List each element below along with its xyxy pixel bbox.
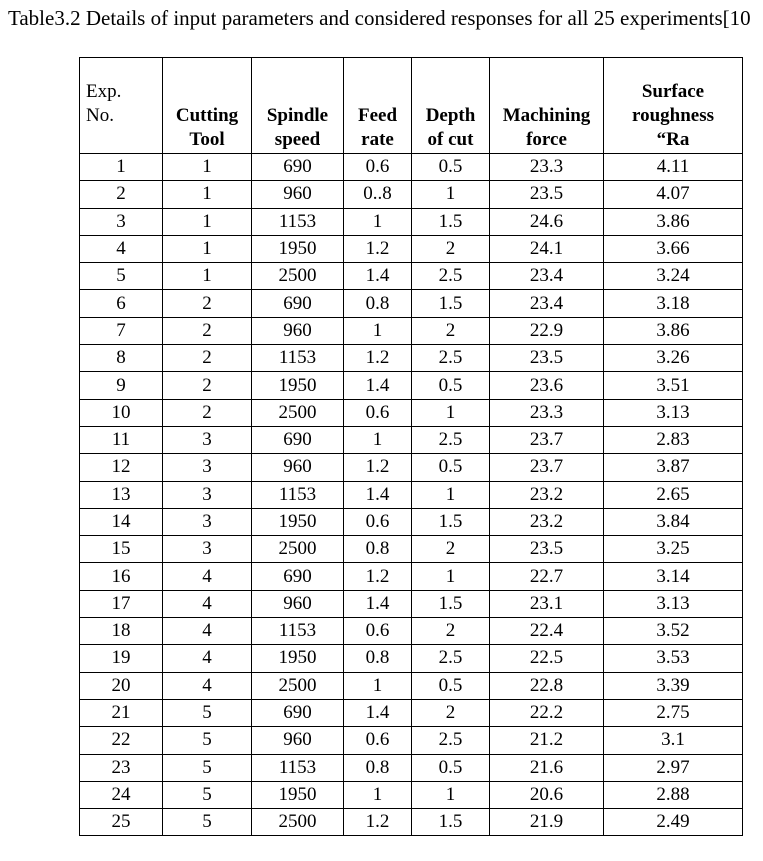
cell-machining-force: 23.3 — [490, 154, 604, 181]
cell-depth-of-cut: 2 — [412, 536, 490, 563]
cell-spindle-speed: 2500 — [252, 809, 344, 836]
cell-spindle-speed: 690 — [252, 699, 344, 726]
cell-depth-of-cut: 1.5 — [412, 208, 490, 235]
cell-exp-no: 18 — [80, 618, 163, 645]
cell-depth-of-cut: 2.5 — [412, 426, 490, 453]
cell-machining-force: 23.4 — [490, 263, 604, 290]
cell-depth-of-cut: 2.5 — [412, 345, 490, 372]
cell-cutting-tool: 4 — [163, 672, 252, 699]
cell-machining-force: 23.5 — [490, 181, 604, 208]
cell-machining-force: 23.7 — [490, 454, 604, 481]
cell-depth-of-cut: 2 — [412, 618, 490, 645]
cell-depth-of-cut: 2.5 — [412, 645, 490, 672]
cell-spindle-speed: 960 — [252, 317, 344, 344]
cell-feed-rate: 0.6 — [344, 727, 412, 754]
cell-depth-of-cut: 0.5 — [412, 154, 490, 181]
cell-exp-no: 6 — [80, 290, 163, 317]
cell-depth-of-cut: 0.5 — [412, 372, 490, 399]
cell-exp-no: 2 — [80, 181, 163, 208]
header-cutting-tool — [163, 58, 252, 154]
cell-exp-no: 8 — [80, 345, 163, 372]
table-row — [80, 590, 743, 617]
cell-cutting-tool: 3 — [163, 426, 252, 453]
experiments-table — [79, 57, 743, 836]
cell-surface-roughness: 4.07 — [604, 181, 743, 208]
cell-cutting-tool: 4 — [163, 645, 252, 672]
header-surface-roughness — [604, 58, 743, 154]
cell-exp-no: 21 — [80, 699, 163, 726]
cell-depth-of-cut: 2.5 — [412, 263, 490, 290]
table-row — [80, 235, 743, 262]
cell-machining-force: 23.3 — [490, 399, 604, 426]
cell-machining-force: 22.8 — [490, 672, 604, 699]
cell-depth-of-cut: 1 — [412, 563, 490, 590]
cell-machining-force: 22.4 — [490, 618, 604, 645]
cell-feed-rate: 1.4 — [344, 590, 412, 617]
cell-surface-roughness: 3.1 — [604, 727, 743, 754]
cell-feed-rate: 1.4 — [344, 372, 412, 399]
cell-machining-force: 22.2 — [490, 699, 604, 726]
header-surface-roughness-line2: roughness — [631, 105, 714, 126]
cell-cutting-tool: 5 — [163, 699, 252, 726]
cell-surface-roughness: 3.53 — [604, 645, 743, 672]
header-exp-no-line1: Exp. — [86, 81, 122, 102]
cell-cutting-tool: 3 — [163, 481, 252, 508]
table-row — [80, 618, 743, 645]
cell-surface-roughness: 3.13 — [604, 590, 743, 617]
cell-feed-rate: 1 — [344, 672, 412, 699]
cell-surface-roughness: 2.97 — [604, 754, 743, 781]
cell-spindle-speed: 960 — [252, 590, 344, 617]
cell-surface-roughness: 2.49 — [604, 809, 743, 836]
cell-cutting-tool: 5 — [163, 809, 252, 836]
table-row — [80, 727, 743, 754]
cell-spindle-speed: 2500 — [252, 263, 344, 290]
header-feed-rate-line1: Feed — [357, 105, 398, 126]
table-row — [80, 290, 743, 317]
cell-spindle-speed: 690 — [252, 426, 344, 453]
cell-depth-of-cut: 1 — [412, 781, 490, 808]
cell-spindle-speed: 1950 — [252, 235, 344, 262]
cell-depth-of-cut: 0.5 — [412, 454, 490, 481]
table-caption: Table3.2 Details of input parameters and considered responses for all 25 experiments[10 — [8, 6, 751, 30]
header-machining-force — [490, 58, 604, 154]
header-cutting-tool-line1: Cutting — [175, 105, 239, 126]
cell-spindle-speed: 2500 — [252, 399, 344, 426]
cell-spindle-speed: 1950 — [252, 781, 344, 808]
cell-depth-of-cut: 1 — [412, 399, 490, 426]
cell-surface-roughness: 3.25 — [604, 536, 743, 563]
cell-cutting-tool: 1 — [163, 235, 252, 262]
cell-cutting-tool: 1 — [163, 154, 252, 181]
table-row — [80, 672, 743, 699]
cell-machining-force: 23.1 — [490, 590, 604, 617]
cell-spindle-speed: 1153 — [252, 208, 344, 235]
cell-exp-no: 11 — [80, 426, 163, 453]
table-row — [80, 181, 743, 208]
cell-exp-no: 16 — [80, 563, 163, 590]
cell-surface-roughness: 3.86 — [604, 317, 743, 344]
cell-surface-roughness: 3.26 — [604, 345, 743, 372]
cell-depth-of-cut: 1 — [412, 481, 490, 508]
cell-depth-of-cut: 0.5 — [412, 672, 490, 699]
cell-cutting-tool: 2 — [163, 345, 252, 372]
header-surface-roughness-line1: Surface — [641, 81, 705, 102]
header-feed-rate — [344, 58, 412, 154]
cell-spindle-speed: 1950 — [252, 508, 344, 535]
cell-surface-roughness: 3.14 — [604, 563, 743, 590]
cell-depth-of-cut: 2.5 — [412, 727, 490, 754]
header-machining-force-line2: force — [526, 129, 567, 150]
cell-cutting-tool: 5 — [163, 781, 252, 808]
cell-machining-force: 23.5 — [490, 345, 604, 372]
cell-exp-no: 9 — [80, 372, 163, 399]
cell-depth-of-cut: 2 — [412, 317, 490, 344]
cell-feed-rate: 0.8 — [344, 290, 412, 317]
cell-feed-rate: 0.6 — [344, 399, 412, 426]
cell-exp-no: 17 — [80, 590, 163, 617]
cell-cutting-tool: 4 — [163, 618, 252, 645]
cell-machining-force: 24.1 — [490, 235, 604, 262]
cell-spindle-speed: 2500 — [252, 672, 344, 699]
header-depth-of-cut — [412, 58, 490, 154]
table-row — [80, 208, 743, 235]
cell-surface-roughness: 2.88 — [604, 781, 743, 808]
cell-spindle-speed: 1950 — [252, 645, 344, 672]
cell-depth-of-cut: 0.5 — [412, 754, 490, 781]
cell-exp-no: 19 — [80, 645, 163, 672]
cell-feed-rate: 1 — [344, 317, 412, 344]
cell-feed-rate: 0..8 — [344, 181, 412, 208]
cell-exp-no: 4 — [80, 235, 163, 262]
cell-spindle-speed: 960 — [252, 727, 344, 754]
cell-cutting-tool: 3 — [163, 508, 252, 535]
cell-feed-rate: 1.2 — [344, 235, 412, 262]
cell-feed-rate: 0.8 — [344, 536, 412, 563]
cell-machining-force: 23.4 — [490, 290, 604, 317]
cell-cutting-tool: 3 — [163, 536, 252, 563]
table-row — [80, 563, 743, 590]
cell-exp-no: 14 — [80, 508, 163, 535]
cell-spindle-speed: 1153 — [252, 481, 344, 508]
cell-spindle-speed: 1153 — [252, 345, 344, 372]
cell-cutting-tool: 1 — [163, 208, 252, 235]
cell-feed-rate: 1 — [344, 426, 412, 453]
cell-surface-roughness: 3.18 — [604, 290, 743, 317]
cell-feed-rate: 0.6 — [344, 618, 412, 645]
header-spindle-speed-line2: speed — [274, 129, 321, 150]
cell-depth-of-cut: 1.5 — [412, 590, 490, 617]
cell-cutting-tool: 5 — [163, 727, 252, 754]
header-spindle-speed-line1: Spindle — [266, 105, 329, 126]
header-exp-no — [80, 58, 163, 154]
cell-machining-force: 23.2 — [490, 481, 604, 508]
cell-surface-roughness: 3.66 — [604, 235, 743, 262]
table-row — [80, 699, 743, 726]
cell-machining-force: 23.6 — [490, 372, 604, 399]
table-row — [80, 317, 743, 344]
cell-machining-force: 20.6 — [490, 781, 604, 808]
cell-exp-no: 15 — [80, 536, 163, 563]
header-spindle-speed — [252, 58, 344, 154]
cell-exp-no: 3 — [80, 208, 163, 235]
cell-feed-rate: 1.4 — [344, 699, 412, 726]
cell-machining-force: 23.2 — [490, 508, 604, 535]
cell-machining-force: 21.6 — [490, 754, 604, 781]
table-row — [80, 263, 743, 290]
cell-depth-of-cut: 2 — [412, 235, 490, 262]
cell-exp-no: 1 — [80, 154, 163, 181]
cell-machining-force: 22.9 — [490, 317, 604, 344]
cell-exp-no: 24 — [80, 781, 163, 808]
table-row — [80, 645, 743, 672]
header-depth-of-cut-line2: of cut — [427, 129, 474, 150]
cell-surface-roughness: 3.39 — [604, 672, 743, 699]
cell-machining-force: 23.5 — [490, 536, 604, 563]
cell-exp-no: 25 — [80, 809, 163, 836]
header-surface-roughness-line3: “Ra — [656, 129, 690, 150]
cell-feed-rate: 0.6 — [344, 154, 412, 181]
cell-surface-roughness: 3.87 — [604, 454, 743, 481]
cell-feed-rate: 0.8 — [344, 645, 412, 672]
cell-depth-of-cut: 1.5 — [412, 508, 490, 535]
cell-surface-roughness: 2.83 — [604, 426, 743, 453]
cell-exp-no: 20 — [80, 672, 163, 699]
cell-feed-rate: 1.4 — [344, 481, 412, 508]
cell-exp-no: 22 — [80, 727, 163, 754]
table-row — [80, 536, 743, 563]
cell-feed-rate: 0.6 — [344, 508, 412, 535]
cell-surface-roughness: 3.51 — [604, 372, 743, 399]
cell-surface-roughness: 3.84 — [604, 508, 743, 535]
cell-machining-force: 21.2 — [490, 727, 604, 754]
cell-exp-no: 7 — [80, 317, 163, 344]
cell-cutting-tool: 2 — [163, 372, 252, 399]
cell-feed-rate: 1.2 — [344, 345, 412, 372]
cell-spindle-speed: 960 — [252, 181, 344, 208]
cell-cutting-tool: 1 — [163, 181, 252, 208]
cell-spindle-speed: 690 — [252, 290, 344, 317]
cell-cutting-tool: 3 — [163, 454, 252, 481]
table-row — [80, 454, 743, 481]
cell-depth-of-cut: 1.5 — [412, 809, 490, 836]
cell-exp-no: 12 — [80, 454, 163, 481]
cell-spindle-speed: 1153 — [252, 754, 344, 781]
cell-cutting-tool: 2 — [163, 290, 252, 317]
cell-machining-force: 23.7 — [490, 426, 604, 453]
cell-cutting-tool: 1 — [163, 263, 252, 290]
cell-surface-roughness: 2.75 — [604, 699, 743, 726]
cell-spindle-speed: 1950 — [252, 372, 344, 399]
table-row — [80, 345, 743, 372]
table-row — [80, 754, 743, 781]
cell-feed-rate: 1 — [344, 208, 412, 235]
table-row — [80, 508, 743, 535]
cell-cutting-tool: 2 — [163, 399, 252, 426]
cell-feed-rate: 1.2 — [344, 563, 412, 590]
cell-cutting-tool: 2 — [163, 317, 252, 344]
table-row — [80, 154, 743, 181]
cell-surface-roughness: 2.65 — [604, 481, 743, 508]
cell-spindle-speed: 2500 — [252, 536, 344, 563]
table-row — [80, 426, 743, 453]
cell-machining-force: 22.7 — [490, 563, 604, 590]
cell-cutting-tool: 5 — [163, 754, 252, 781]
header-exp-no-line2: No. — [86, 105, 114, 126]
cell-spindle-speed: 690 — [252, 563, 344, 590]
cell-depth-of-cut: 1 — [412, 181, 490, 208]
cell-cutting-tool: 4 — [163, 563, 252, 590]
table-row — [80, 481, 743, 508]
header-row — [80, 58, 743, 154]
table-row — [80, 781, 743, 808]
table-row — [80, 399, 743, 426]
cell-surface-roughness: 3.24 — [604, 263, 743, 290]
cell-depth-of-cut: 2 — [412, 699, 490, 726]
cell-feed-rate: 1.4 — [344, 263, 412, 290]
table-body — [80, 154, 743, 836]
cell-machining-force: 24.6 — [490, 208, 604, 235]
table-row — [80, 809, 743, 836]
table-row — [80, 372, 743, 399]
cell-exp-no: 13 — [80, 481, 163, 508]
cell-surface-roughness: 4.11 — [604, 154, 743, 181]
cell-surface-roughness: 3.13 — [604, 399, 743, 426]
cell-feed-rate: 1.2 — [344, 809, 412, 836]
cell-exp-no: 10 — [80, 399, 163, 426]
cell-exp-no: 5 — [80, 263, 163, 290]
cell-surface-roughness: 3.86 — [604, 208, 743, 235]
header-cutting-tool-line2: Tool — [189, 129, 225, 150]
cell-feed-rate: 1.2 — [344, 454, 412, 481]
cell-spindle-speed: 960 — [252, 454, 344, 481]
header-depth-of-cut-line1: Depth — [425, 105, 476, 126]
cell-feed-rate: 1 — [344, 781, 412, 808]
cell-machining-force: 22.5 — [490, 645, 604, 672]
cell-depth-of-cut: 1.5 — [412, 290, 490, 317]
cell-spindle-speed: 690 — [252, 154, 344, 181]
header-feed-rate-line2: rate — [361, 129, 394, 150]
cell-surface-roughness: 3.52 — [604, 618, 743, 645]
cell-spindle-speed: 1153 — [252, 618, 344, 645]
cell-exp-no: 23 — [80, 754, 163, 781]
cell-cutting-tool: 4 — [163, 590, 252, 617]
cell-machining-force: 21.9 — [490, 809, 604, 836]
header-machining-force-line1: Machining — [502, 105, 591, 126]
cell-feed-rate: 0.8 — [344, 754, 412, 781]
